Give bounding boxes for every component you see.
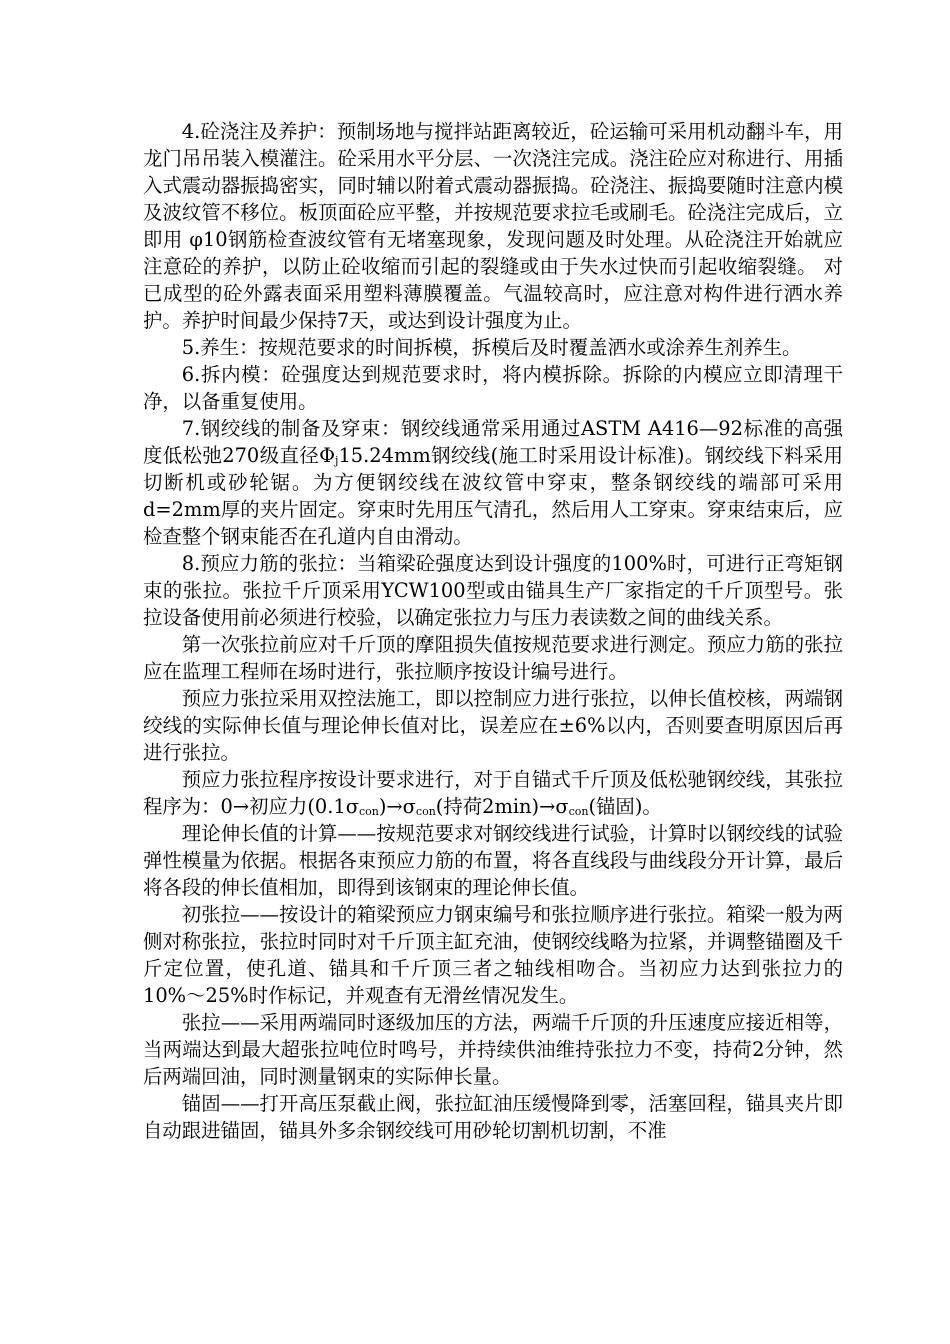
paragraph-initial-tension [143,901,843,1009]
paragraph-tensioning [143,1009,843,1090]
paragraph-text: 第一次张拉前应对千斤顶的摩阻损失值按规范要求进行测定。预应力筋的张拉应在监理工程师在场时进行，张拉顺序按设计编号进行。 [143,633,843,683]
paragraph-text: 8.预应力筋的张拉：当箱梁砼强度达到设计强度的100%时，可进行正弯矩钢束的张拉。张拉千斤顶采用YCW100型或由锚具生产厂家指定的千斤顶型号。张拉设备使用前必须进行校验，以确定张拉力与压力表读数之间的曲线关系。 [143,552,843,629]
paragraph-text: 6.拆内模：砼强度达到规范要求时，将内模拆除。拆除的内模应立即清理干净，以备重复使用。 [143,363,843,413]
paragraph-text: 5.养生：按规范要求的时间拆模，拆模后及时覆盖洒水或涂养生剂养生。 [181,336,802,359]
document-body [143,118,843,1144]
paragraph-text: 4.砼浇注及养护：预制场地与搅拌站距离较近，砼运输可采用机动翻斗车，用龙门吊吊装入模灌注。砼采用水平分层、一次浇注完成。浇注砼应对称进行、用插入式震动器振捣密实，同时辅以附着式震动器振捣。砼浇注、振捣要随时注意内模及波纹管不移位。板顶面砼应平整，并按规范要求拉毛或刷毛。砼浇注完成后，立即用 φ10钢筋检查波纹管有无堵塞现象，发现问题及时处理。从砼浇注开始就应注意砼的养护，以防止砼收缩而引起的裂缝或由于失水过快而引起收缩裂缝。 对已成型的砼外露表面采用塑料薄膜覆盖。气温较高时，应注意对构件进行洒水养护。养护时间最少保持7天，或达到设计强度为止。 [143,120,843,332]
paragraph-prestress-tensioning [143,550,843,631]
paragraph-text: 预应力张拉采用双控法施工，即以控制应力进行张拉，以伸长值校核，两端钢绞线的实际伸长值与理论伸长值对比，误差应在±6%以内，否则要查明原因后再进行张拉。 [143,687,843,764]
subscript-con: con [568,805,589,818]
paragraph-concrete-pouring [143,118,843,334]
paragraph-anchoring [143,1090,843,1144]
paragraph-dual-control [143,685,843,766]
paragraph-text: 理论伸长值的计算——按规范要求对钢绞线进行试验，计算时以钢绞线的试验弹性模量为依据。根据各束预应力筋的布置，将各直线段与曲线段分开计算，最后将各段的伸长值相加，即得到该钢束的理论伸长值。 [143,822,843,899]
paragraph-text: 7.钢绞线的制备及穿束：钢绞线通常采用通过ASTM A416—92标准的高强度低松弛270级直径Φ [143,417,843,467]
subscript-con: con [358,805,379,818]
paragraph-inner-form-removal [143,361,843,415]
paragraph-text: 15.24mm钢绞线(施工时采用设计标准)。钢绞线下料采用切断机或砂轮锯。为方便钢绞线在波纹管中穿束，整条钢绞线的端部可采用d=2mm厚的夹片固定。穿束时先用压气清孔，然后用人工穿束。穿束结束后，应检查整个钢束能否在孔道内自由滑动。 [143,444,843,548]
paragraph-strand-threading [143,415,843,550]
subscript-con: con [415,805,436,818]
paragraph-text: )→σ [378,795,416,818]
paragraph-text: (锚固)。 [588,795,662,818]
paragraph-text: 锚固——打开高压泵截止阀，张拉缸油压缓慢降到零，活塞回程，锚具夹片即自动跟进锚固，锚具外多余钢绞线可用砂轮切割机切割，不准 [143,1092,843,1142]
paragraph-tension-procedure [143,766,843,820]
paragraph-friction-loss [143,631,843,685]
paragraph-text: 张拉——采用两端同时逐级加压的方法，两端千斤顶的升压速度应接近相等，当两端达到最大超张拉吨位时鸣号，并持续供油维持张拉力不变，持荷2分钟，然后两端回油，同时测量钢束的实际伸长量。 [143,1011,843,1088]
paragraph-text: (持荷2min)→σ [435,795,569,818]
paragraph-text: 预应力张拉程序按设计要求进行，对于自锚式千斤顶及低松驰钢绞线，其张拉程序为：0→初应力(0.1σ [143,768,843,818]
paragraph-theoretical-elongation [143,820,843,901]
subscript-j: j [335,454,339,467]
paragraph-curing [143,334,843,361]
paragraph-text: 初张拉——按设计的箱梁预应力钢束编号和张拉顺序进行张拉。箱梁一般为两侧对称张拉，张拉时同时对千斤顶主缸充油，使钢绞线略为拉紧，并调整锚圈及千斤定位置，使孔道、锚具和千斤顶三者之轴线相吻合。当初应力达到张拉力的10%～25%时作标记，并观查有无滑丝情况发生。 [143,903,843,1007]
